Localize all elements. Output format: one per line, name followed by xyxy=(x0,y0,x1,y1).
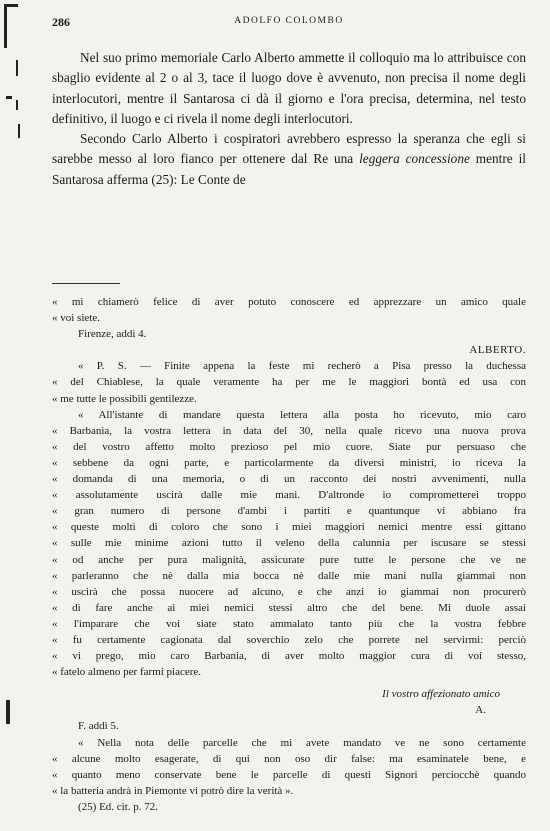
paragraph-2-text-a: Secondo Carlo Alberto i cospiratori avrebbero espresso la speranza che egli si sarebbe messo al loro fianco per ottenere dal Re una xyxy=(52,131,526,167)
footnote-rule xyxy=(52,283,120,284)
note-line: « P. S. — Finite appena la feste mi recherò a Pisa presso la duchessa xyxy=(78,360,526,373)
note-line: « uscirà che possa nuocere ad alcuno, e che anzi io giammai non procurerò xyxy=(52,585,526,598)
note-line: « del Chiablese, la quale veramente ha per me le maggiori bontà ed usa con xyxy=(52,376,526,389)
page-number: 286 xyxy=(52,15,70,29)
note-line: « quanto meno conservate bene le parcelle di questi Signori perciocchè quando xyxy=(52,768,526,781)
note-line: « sulle mie minime azioni tutto il veleno della calunnia per iscusare se stessi xyxy=(52,537,526,550)
note-closing: Il vostro affezionato amico xyxy=(382,688,500,701)
note-line: « alcune molto esagerate, di qui non oso dir false: ma esaminatele bene, e xyxy=(52,752,526,765)
note-line: F. addì 5. xyxy=(78,720,119,733)
note-line: « domanda di una memoria, o di un racconto dei nostri avvenimenti, nulla xyxy=(52,473,526,486)
footnote-reference: (25) Ed. cit. p. 72. xyxy=(78,800,159,813)
note-line: « la batteria andrà in Piemonte vi potrò dire la verità ». xyxy=(52,784,294,797)
note-line: « vi prego, mio caro Barbania, di aver molto maggior cura di voi stesso, xyxy=(52,650,526,663)
note-signature: ALBERTO. xyxy=(469,344,526,357)
note-line: « mi chiamerò felice di aver potuto conoscere ed apprezzare un amico quale xyxy=(52,296,526,308)
note-line: « od anche per pura malignità, assicurate pure tutte le persone che ve ne xyxy=(52,553,526,566)
note-line: « sebbene da ogni parte, e particolarmente da diversi ministri, io riceva la xyxy=(52,456,526,469)
note-line: « queste molti di coloro che sono i miei maggiori nemici mentre essi gittano xyxy=(52,521,526,534)
note-line: « gran numero di persone d'ambi i partiti e quantunque vi abbiano fra xyxy=(52,505,526,518)
main-text xyxy=(52,48,526,190)
note-line: « Barbania, la vostra lettera in data del 30, nella quale ricevo una nuova prova xyxy=(52,424,526,437)
note-line: « fatelo almeno per farmi piacere. xyxy=(52,666,202,679)
paragraph-2 xyxy=(52,129,526,190)
note-line: « voi siete. xyxy=(52,312,100,325)
note-line: « fu certamente cagionata dal soverchio zelo che porrete nel servirmi: perciò xyxy=(52,633,526,646)
footnote-block xyxy=(52,294,526,815)
note-line: « di fare anche ai miei nemici stessi altro che del bene. Mi duole assai xyxy=(52,601,526,614)
note-line: « del vostro affetto molto prezioso pel mio cuore. Siate pur persuaso che xyxy=(52,440,526,453)
note-initial: A. xyxy=(475,704,486,717)
page-header xyxy=(52,15,526,31)
note-line: « Nella nota delle parcelle che mi avete mandato ve ne sono certamente xyxy=(78,736,526,749)
note-line: « All'istante di mandare questa lettera alla posta ho ricevuto, mio caro xyxy=(78,408,526,421)
note-line: Firenze, addì 4. xyxy=(78,328,147,341)
note-line: « l'imparare che voi siate stato ammalato tanto più che la vostra febbre xyxy=(52,617,526,630)
note-line: « me tutte le possibili gentilezze. xyxy=(52,392,197,405)
paragraph-1: Nel suo primo memoriale Carlo Alberto ammette il colloquio ma lo attribuisce con sbaglio evidente al 2 o al 3, tace il luogo dove è avvenuto, non precisa il nome degli interlocutori, mentre il Santarosa ci dà il giorno e l'ora precisa, determina, nel testo definitivo, il luogo e ci rivela il nome degli interlocutori. xyxy=(52,50,526,126)
note-line: « assolutamente uscirà dalle mie mani. D'altronde io comprometterei troppo xyxy=(52,489,526,502)
scan-margin-marks xyxy=(0,0,30,831)
paragraph-2-italic: leggera concessione xyxy=(359,151,470,167)
running-head: ADOLFO COLOMBO xyxy=(234,16,344,26)
note-line: « parleranno che nè dalla mia bocca nè dalle mie mani nulla giammai non xyxy=(52,569,526,582)
paragraph-2-text-b: mentre il Santarosa afferma (25): Le Conte de xyxy=(52,151,526,187)
